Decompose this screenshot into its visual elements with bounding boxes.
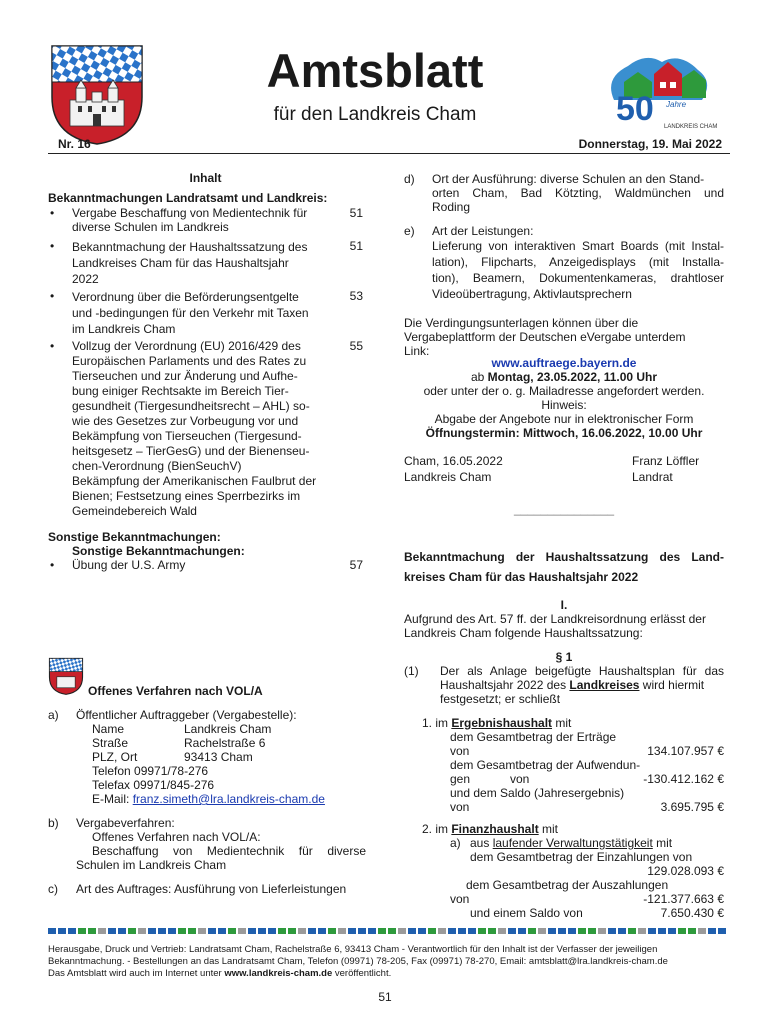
small-crest-icon xyxy=(48,656,84,696)
toc-line: Vergabe Beschaffung von Medientechnik für xyxy=(72,206,308,220)
tender-oder: oder unter der o. g. Mailadresse angefordert werden. xyxy=(423,384,705,398)
keyword: laufender Verwaltungstätigkeit xyxy=(492,836,653,850)
toc-item-text: Übung der U.S. Army xyxy=(72,558,186,572)
toc-item[interactable] xyxy=(48,239,363,285)
footer-bar-segment xyxy=(378,928,386,934)
budget-title-line: kreises Cham für das Haushaltsjahr 2022 xyxy=(404,570,639,584)
row-label: von xyxy=(450,892,470,906)
signature-role: Landrat xyxy=(632,470,673,484)
footer-bar-segment xyxy=(588,928,596,934)
text-span: mit xyxy=(652,836,673,850)
row-label: von xyxy=(450,744,470,758)
toc-item[interactable] xyxy=(48,289,363,335)
footer-bar-segment xyxy=(678,928,686,934)
toc-line: Bekanntmachung der Haushaltssatzung des xyxy=(72,240,308,254)
footer-bar-segment xyxy=(388,928,396,934)
footer-bar-segment xyxy=(478,928,486,934)
text-line: Lieferung von interaktiven Smart Boards (mit Instal- xyxy=(432,239,724,253)
fax-text: Telefax 09971/845-276 xyxy=(92,778,215,792)
text-span: 1. im xyxy=(422,716,452,730)
toc-item-text xyxy=(72,206,337,234)
footer-bar-segment xyxy=(68,928,76,934)
footer-bar-segment xyxy=(308,928,316,934)
footer-bar-segment xyxy=(628,928,636,934)
toc-line: chen-Verordnung (BienSeuchV) xyxy=(72,459,242,473)
section-heading: Offenes Verfahren nach VOL/A xyxy=(88,684,263,698)
footer-bar-segment xyxy=(688,928,696,934)
item-label: b) xyxy=(48,816,59,830)
footer-bar-segment xyxy=(348,928,356,934)
opening-date: Öffnungstermin: Mittwoch, 16.06.2022, 10.00 Uhr xyxy=(425,426,703,440)
footer-bar-segment xyxy=(698,928,706,934)
toc-item-text xyxy=(72,239,337,287)
toc-line: Gemeindebereich Wald xyxy=(72,504,197,518)
separator: _______________ xyxy=(513,502,615,516)
footer-bar-segment xyxy=(508,928,516,934)
text-line: Aufgrund des Art. 57 ff. der Landkreisordnung erlässt der xyxy=(404,612,706,626)
item-text: Art des Auftrages: Ausführung von Lieferleistungen xyxy=(76,882,347,896)
field-value: Landkreis Cham xyxy=(184,722,272,736)
procedure-text: Offenes Verfahren nach VOL/A: xyxy=(92,830,261,844)
finance-sub-heading xyxy=(470,836,672,850)
amount: -130.412.162 € xyxy=(643,772,724,786)
footer-bar-segment xyxy=(278,928,286,934)
footer-bar-segment xyxy=(438,928,446,934)
footer-bar-segment xyxy=(418,928,426,934)
footer-bar-segment xyxy=(398,928,406,934)
tender-info xyxy=(404,316,724,358)
budget-intro xyxy=(404,612,724,640)
footer-bar-segment xyxy=(568,928,576,934)
text-span: Haushaltsjahr 2022 des xyxy=(440,678,570,692)
text-line: Vergabeplattform der Deutschen eVergabe unterdem xyxy=(404,330,686,344)
toc-line: Bekämpfung von Tierseuchen (Tiergesund- xyxy=(72,429,302,443)
footer-bar-segment xyxy=(538,928,546,934)
footer-bar-segment xyxy=(358,928,366,934)
bullet: • xyxy=(50,289,55,303)
signature-name: Franz Löffler xyxy=(632,454,700,468)
field-value: 93413 Cham xyxy=(184,750,253,764)
footer-bar-segment xyxy=(368,928,376,934)
footer-bar-segment xyxy=(228,928,236,934)
toc-line: Bekämpfung der Amerikanischen Faulbrut der xyxy=(72,474,317,488)
budget-title-line: Bekanntmachung der Haushaltssatzung des Land- xyxy=(404,550,724,564)
toc-line: gesundheit (Tiergesundheitsrecht – AHL) so- xyxy=(72,399,310,413)
tender-url-line xyxy=(404,356,724,370)
footer-bar-segment xyxy=(78,928,86,934)
footer-bar-segment xyxy=(468,928,476,934)
item-label: a) xyxy=(450,836,461,850)
text-span: wird hiermit xyxy=(639,678,705,692)
footer-bar-segment xyxy=(178,928,186,934)
text-span: Das Amtsblatt wird auch im Internet unter xyxy=(48,968,225,979)
toc-item[interactable] xyxy=(48,558,363,574)
text-span: mit xyxy=(538,822,559,836)
footer-bar-segment xyxy=(618,928,626,934)
footer-bar-segment xyxy=(328,928,336,934)
row-label: und dem Saldo (Jahresergebnis) xyxy=(450,786,625,800)
footer-bar-segment xyxy=(708,928,716,934)
row-label: dem Gesamtbetrag der Auszahlungen xyxy=(466,878,669,892)
footer-bar-segment xyxy=(118,928,126,934)
toc-item[interactable] xyxy=(48,339,363,519)
toc-page: 51 xyxy=(349,239,363,253)
procedure-text: Schulen im Landkreis Cham xyxy=(76,858,227,872)
footer-bar-segment xyxy=(248,928,256,934)
footer-bar-segment xyxy=(218,928,226,934)
toc-line: wie des Gesetzes zur Vorbeugung vor und xyxy=(72,414,299,428)
toc-line: Verordnung über die Beförderungsentgelte xyxy=(72,290,299,304)
footer-bar-segment xyxy=(548,928,556,934)
signature-place-date: Cham, 16.05.2022 xyxy=(404,454,503,468)
anniversary-logo xyxy=(594,48,724,134)
footer-line xyxy=(48,968,730,980)
amount: 134.107.957 € xyxy=(647,744,724,758)
footer-bar-segment xyxy=(138,928,146,934)
footer-bar-segment xyxy=(188,928,196,934)
field-label: Name xyxy=(92,722,125,736)
footer-bar-segment xyxy=(498,928,506,934)
footer-bar-segment xyxy=(58,928,66,934)
footer-bar-segment xyxy=(88,928,96,934)
toc-line: 2022 xyxy=(72,272,99,286)
bullet: • xyxy=(50,239,55,253)
toc-heading: Inhalt xyxy=(189,171,222,185)
toc-item-text xyxy=(72,289,337,337)
footer-bar-segment xyxy=(608,928,616,934)
field-label: Straße xyxy=(92,736,129,750)
toc-line: diverse Schulen im Landkreis xyxy=(72,220,229,234)
footer-bar-segment xyxy=(488,928,496,934)
anniversary-number: 50 xyxy=(616,90,654,128)
footer-bar-segment xyxy=(268,928,276,934)
email-link[interactable]: franz.simeth@lra.landkreis-cham.de xyxy=(132,792,325,806)
footer-bar-segment xyxy=(298,928,306,934)
footer-bar-segment xyxy=(288,928,296,934)
item-text xyxy=(432,172,724,214)
footer-bar-segment xyxy=(518,928,526,934)
footer-bar-segment xyxy=(648,928,656,934)
toc-section-heading: Bekanntmachungen Landratsamt und Landkreis: xyxy=(48,191,328,205)
toc-line: im Landkreis Cham xyxy=(72,322,176,336)
toc-line: Europäischen Parlaments und des Rates zu xyxy=(72,354,307,368)
toc-line: Vollzug der Verordnung (EU) 2016/429 des xyxy=(72,339,301,353)
text-line: festgesetzt; er schließt xyxy=(440,692,561,706)
keyword: Ergebnishaushalt xyxy=(451,716,553,730)
text-line: Der als Anlage beigefügte Haushaltsplan für das xyxy=(440,664,724,678)
text-span: veröffentlicht. xyxy=(332,968,392,979)
footer-bar-segment xyxy=(658,928,666,934)
amount: 3.695.795 € xyxy=(660,800,724,814)
text-line: Die Verdingungsunterlagen können über die xyxy=(404,316,639,330)
amount: 129.028.093 € xyxy=(647,864,724,878)
item-label: a) xyxy=(48,708,59,722)
page-subtitle: für den Landkreis Cham xyxy=(273,104,477,125)
amount: -121.377.663 € xyxy=(643,892,724,906)
item-text xyxy=(432,238,724,302)
toc-line: bung einiger Rechtsakte im Bereich Tier- xyxy=(72,384,289,398)
item-label: e) xyxy=(404,224,415,238)
item-title: Vergabeverfahren: xyxy=(76,816,175,830)
footer-line: Herausgabe, Druck und Vertrieb: Landratsamt Cham, Rachelstraße 6, 93413 Cham - Verantwortlich für den Inhalt ist der Verfasser der jeweiligen xyxy=(48,944,658,955)
text-line: Ort der Ausführung: diverse Schulen an den Stand- xyxy=(432,172,705,186)
text-line: Landkreis Cham folgende Haushaltssatzung: xyxy=(404,626,643,640)
footer-bar-segment xyxy=(448,928,456,934)
footer-bar-segment xyxy=(108,928,116,934)
paragraph-sign: § 1 xyxy=(555,650,573,664)
keyword: Landkreises xyxy=(569,678,640,692)
email-line xyxy=(92,792,325,806)
footer-bar-segment xyxy=(718,928,726,934)
footer-color-bar xyxy=(48,928,730,934)
footer-bar-segment xyxy=(208,928,216,934)
hinweis-label: Hinweis: xyxy=(541,398,587,412)
item-label: c) xyxy=(48,882,58,896)
item-title: Art der Leistungen: xyxy=(432,224,534,238)
field-value: Rachelstraße 6 xyxy=(184,736,266,750)
text-line: orten Cham, Bad Kötzting, Waldmünchen und xyxy=(432,186,724,200)
footer-bar-segment xyxy=(158,928,166,934)
footer-bar-segment xyxy=(528,928,536,934)
text-line xyxy=(440,678,724,692)
phone-text: Telefon 09971/78-276 xyxy=(92,764,209,778)
footer-bar-segment xyxy=(98,928,106,934)
text-line: Roding xyxy=(432,200,471,214)
procedure-text: Beschaffung von Medientechnik für diverse xyxy=(92,844,366,858)
abgabe-text: Abgabe der Angebote nur in elektronischer Form xyxy=(434,412,694,426)
row-label: von xyxy=(510,772,530,786)
text-span: mit xyxy=(552,716,572,730)
item-label: d) xyxy=(404,172,415,186)
footer-bar-segment xyxy=(128,928,136,934)
text-line: Link: xyxy=(404,344,430,358)
text-line: lation), Flipcharts, Anzeigedisplays (mit Installa- xyxy=(432,255,724,269)
issue-number: Nr. 16 xyxy=(58,137,91,151)
footer-bar-segment xyxy=(408,928,416,934)
toc-line: heitsgesetz – TierGesG) und der Bienenseu- xyxy=(72,444,310,458)
bullet: • xyxy=(50,339,55,353)
page-number: 51 xyxy=(378,990,392,1004)
header-rule xyxy=(48,153,730,154)
toc-page: 57 xyxy=(349,558,363,572)
footer-bar-segment xyxy=(578,928,586,934)
tender-date-line xyxy=(404,370,724,384)
row-label: dem Gesamtbetrag der Aufwendun- xyxy=(450,758,641,772)
toc-page: 55 xyxy=(349,339,363,353)
toc-page: 53 xyxy=(349,289,363,303)
footer-bar-segment xyxy=(598,928,606,934)
row-label: von xyxy=(450,800,470,814)
footer-bar-segment xyxy=(198,928,206,934)
amount: 7.650.430 € xyxy=(660,906,724,920)
toc-item-text xyxy=(72,339,337,519)
toc-subsection-heading: Sonstige Bekanntmachungen: xyxy=(72,544,245,558)
email-label: E-Mail: xyxy=(92,792,130,806)
result-budget-table xyxy=(450,730,724,814)
footer-bar-segment xyxy=(338,928,346,934)
anniversary-org: LANDKREIS CHAM xyxy=(664,124,718,130)
footer-bar-segment xyxy=(638,928,646,934)
footer-bar-segment xyxy=(48,928,56,934)
row-label: und einem Saldo von xyxy=(470,906,583,920)
item-label: (1) xyxy=(404,664,419,678)
page-title: Amtsblatt xyxy=(266,44,484,97)
tender-url-link[interactable]: www.auftraege.bayern.de xyxy=(491,356,637,370)
text-span: aus xyxy=(470,836,493,850)
field-label: PLZ, Ort xyxy=(92,750,138,764)
footer-bar-segment xyxy=(668,928,676,934)
tender-date: Montag, 23.05.2022, 11.00 Uhr xyxy=(487,370,658,384)
row-label: dem Gesamtbetrag der Erträge xyxy=(450,730,617,744)
toc-line: Tierseuchen und zur Änderung und Aufhe- xyxy=(72,369,298,383)
toc-line: und -bedingungen für den Verkehr mit Taxen xyxy=(72,306,309,320)
row-label: dem Gesamtbetrag der Einzahlungen von xyxy=(470,850,693,864)
tender-ab: ab xyxy=(470,370,485,384)
text-line: Videoübertragung, Aktivlautsprechern xyxy=(432,287,632,301)
bullet: • xyxy=(50,558,55,572)
finance-budget-heading xyxy=(422,822,558,836)
result-budget-heading xyxy=(422,716,571,730)
toc-page: 51 xyxy=(349,206,363,220)
coat-of-arms-logo xyxy=(48,42,146,146)
bullet: • xyxy=(50,206,55,220)
footer-website-link[interactable]: www.landkreis-cham.de xyxy=(224,968,333,979)
footer-bar-segment xyxy=(558,928,566,934)
footer-imprint xyxy=(48,944,730,980)
anniversary-jahre: Jahre xyxy=(666,100,687,109)
finance-budget-table xyxy=(450,850,724,920)
toc-line: Bienen; Festsetzung eines Sperrbezirks im xyxy=(72,489,301,503)
p1-text xyxy=(440,664,724,706)
text-line: tion), Beamern, Dokumentenkameras, drahtloser xyxy=(432,271,724,285)
footer-bar-segment xyxy=(318,928,326,934)
footer-bar-segment xyxy=(258,928,266,934)
keyword: Finanzhaushalt xyxy=(451,822,539,836)
footer-bar-segment xyxy=(148,928,156,934)
footer-line: Bekanntmachung. - Bestellungen an das Landratsamt Cham, Telefon (09971) 78-205, Fax (09971) 78-270, Email: amtsblatt@lra.landkreis-cham.de xyxy=(48,956,668,967)
footer-bar-segment xyxy=(428,928,436,934)
row-label: gen xyxy=(450,772,471,786)
text-span: 2. im xyxy=(422,822,452,836)
footer-bar-segment xyxy=(168,928,176,934)
toc-section-heading: Sonstige Bekanntmachungen: xyxy=(48,530,221,544)
item-title: Öffentlicher Auftraggeber (Vergabestelle): xyxy=(76,708,297,722)
issue-date: Donnerstag, 19. Mai 2022 xyxy=(578,137,722,151)
footer-bar-segment xyxy=(238,928,246,934)
roman-numeral: I. xyxy=(560,598,568,612)
footer-bar-segment xyxy=(458,928,466,934)
toc-item[interactable] xyxy=(48,206,363,236)
signature-org: Landkreis Cham xyxy=(404,470,492,484)
toc-line: Landkreises Cham für das Haushaltsjahr xyxy=(72,256,289,270)
